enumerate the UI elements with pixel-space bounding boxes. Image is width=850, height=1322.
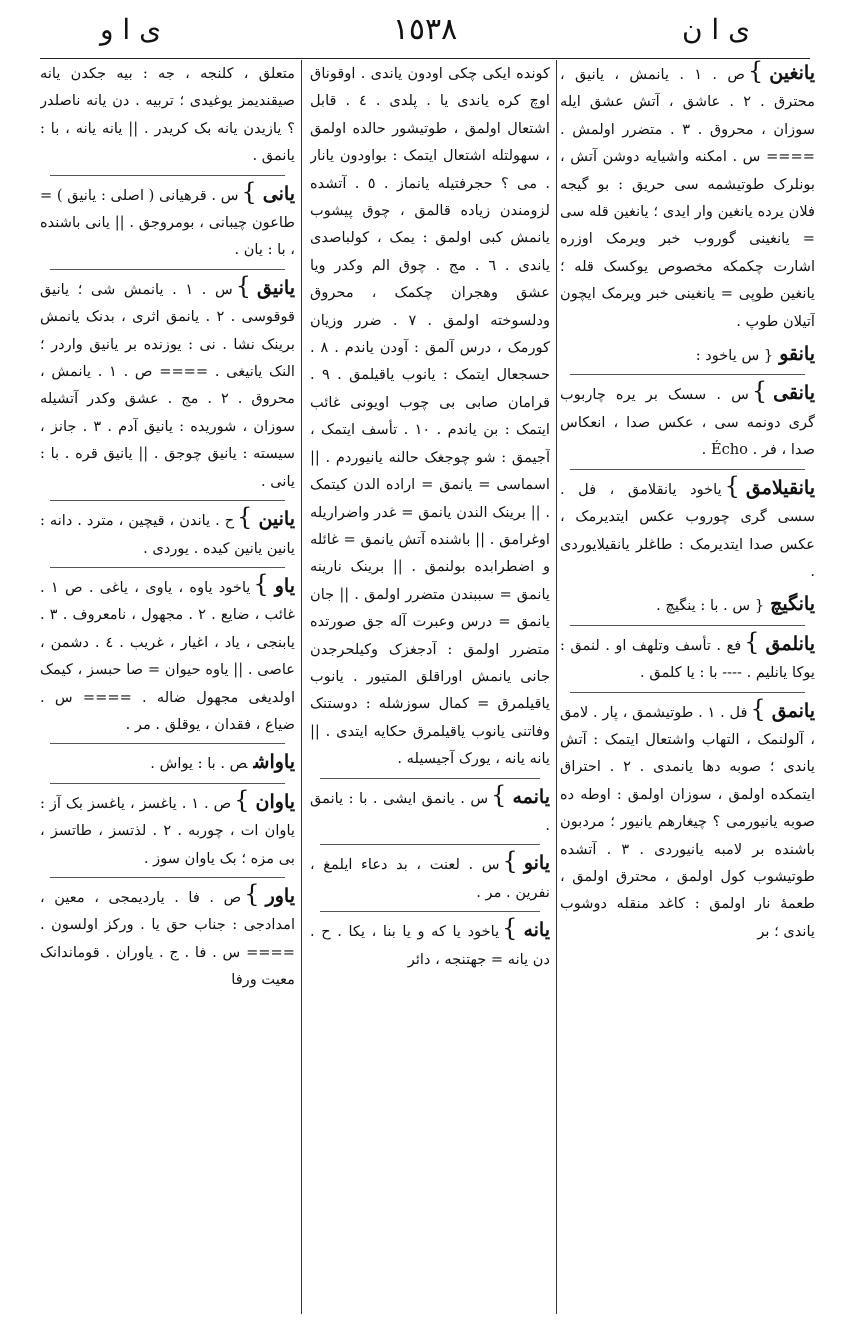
entry-separator bbox=[570, 469, 805, 470]
entry-separator bbox=[50, 175, 285, 176]
dictionary-entry bbox=[560, 341, 815, 369]
entry-definition: س . لعنت ، بد دعاء ایلمغ ، نفرین . مر . bbox=[310, 856, 550, 901]
entry-definition: { س . با : ینگیچ . bbox=[656, 597, 765, 615]
entry-separator bbox=[570, 692, 805, 693]
entry-headword: یانه bbox=[523, 919, 550, 942]
brace-icon: } bbox=[751, 377, 768, 406]
entry-headword: یاو bbox=[274, 574, 295, 597]
entry-definition: ص . ١ . یاغسز ، یاغسز بک آز : یاوان ات ، چوربه . ٢ . لذتسز ، طاتسز ، بی مزه ؛ بک یاوان سوز . bbox=[40, 794, 295, 867]
brace-icon: } bbox=[237, 503, 253, 532]
dictionary-entry bbox=[310, 847, 550, 906]
brace-icon: } bbox=[748, 60, 764, 85]
dictionary-entry bbox=[560, 377, 815, 463]
column-middle bbox=[310, 60, 550, 1314]
brace-icon: } bbox=[244, 879, 260, 908]
brace-icon: } bbox=[724, 471, 740, 500]
dictionary-entry bbox=[40, 569, 295, 738]
brace-icon: } bbox=[491, 780, 507, 809]
entry-definition: ص . ١ . یانمش ، یانیق ، محترق . ٢ . عاشق ، آتش عشق ایله سوزان ، محروق . ٣ . متضرر اولمش . ==== س . امکنه واشیایه دوشن آتش ، بونلرک طوتیشمه سی حریق : بو گیجه فلان یرده یانغین وار ایدی ؛ یانغین قله سی = یانغینی گوروب خبر ویرمک اوزره اشارت چکمکه مخصوص یوکسک قله ؛ یانغین طوپی = یانغینی خبر ویرمک ایچون آتیلان طوپ . bbox=[560, 66, 815, 330]
entry-headword: یانین bbox=[258, 508, 295, 531]
entry-separator bbox=[50, 743, 285, 744]
dictionary-entry bbox=[40, 177, 295, 264]
brace-icon: } bbox=[502, 847, 518, 876]
column-divider bbox=[301, 60, 302, 1314]
entry-headword: یانقو bbox=[779, 343, 815, 366]
entry-definition: س . یانمق ایشی . با : یانمق . bbox=[310, 789, 550, 834]
entry-separator bbox=[50, 783, 285, 784]
dictionary-entry bbox=[40, 271, 295, 495]
entry-separator bbox=[320, 844, 540, 845]
dictionary-entry bbox=[310, 60, 550, 773]
column-divider bbox=[556, 60, 557, 1314]
dictionary-entry bbox=[560, 471, 815, 586]
page-header bbox=[40, 8, 810, 54]
entry-definition: یاخود یاوه ، یاوی ، یاغی . ص ١ . غائب ، ضایع . ٢ . مجهول ، نامعروف . ٣ . یابنجی ، یاد ، اغیار ، غریب . ٤ . دشمن ، عاصی . || یاوه حیوان = صا حبسز ، کیمک اولدیغی مجهول ضاله . ==== س . ضیاع ، فقدان ، یوقلق . مر . bbox=[40, 578, 295, 733]
entry-separator bbox=[50, 877, 285, 878]
entry-definition: س . قرهیانی ( اصلی : یانیق ) = طاعون چیبانی ، بومروجق . || یانی باشنده ، با : یان . bbox=[40, 186, 295, 259]
dictionary-entry bbox=[40, 503, 295, 562]
dictionary-entry bbox=[310, 914, 550, 973]
brace-icon: } bbox=[241, 177, 257, 206]
entry-definition: س . ١ . یانمش شی ؛ یانیق قوقوسی . ٢ . یانمق اثری ، بدنک یانمش برینک نشا . نی : یوزنده بر یانیق واردر ؛ النک یانیغی . ==== ص . ١ . یانمش ، محروق . ٢ . مج . عشق وکدر آتشیله سوزان ، شوریده : یانیق آدم . ٣ . جانز ، سیسته : یانیق چوجق . || یانیق قره . با : یانی . bbox=[40, 280, 295, 490]
column-right bbox=[560, 60, 815, 1314]
entry-headword: یانو bbox=[523, 852, 550, 875]
dictionary-entry bbox=[560, 627, 815, 687]
entry-definition: کونده ایکی چکی اودون یاندی . اوقوناق اوچ کره یاندی یا . پلدی . ٤ . قابل اشتعال اولمق ، طوتیشور حالده اولمق ، سهولتله اشتعال ایتمک : بواودون یانار . می ؟ حجرفتیله یانماز . ٥ . آتشده لزومندن زیاده قالمق ، چوق پیشوب یانمش کبی اولمق : یمک ، کولباصدی یاندی . ٦ . مج . چوق الم وکدر ویا عشق وهجران چکمک ، محروق ودلسوخته اولمق . ٧ . ضرر وزیان کورمک ، درس آلمق : آودن یاندم . ٨ . حسجعال ایتمک : یانوب یاقیلمق . ٩ . قرامان صابی بی چوب اویونی غائب ایتمک : بن یاندم . ١٠ . تأسف ایتمک ، آجیمق : شو چوجغک حالنه یانیوردم . || اسماسی = یانمق = اراده الدن کیتمک . || برینک الندن یانمق = غدر واضراریله اوغرامق . || باشنده آتش یانمق = غائله و اضطرابده بولنمق . || برینک نارینه یانمق = سببندن متضرر اولمق . || جان یانمق = درس وعبرت آله جق صورتده متضرر اولمق : آدجغزک وکیلحرجدن جانی یانمش اوراقلق المتیور . یانوب یاقیلمرق = کمال سوزشله : دوستنک وفاتنی یانوب یاقیلمرق حکایه ایتدی . || یانه یانه ، یورک آجیسیله . bbox=[310, 65, 550, 768]
entry-headword: یاواش bbox=[253, 751, 295, 774]
entry-definition: فل . ١ . طوتیشمق ، پار . لامق ، آلولنمک ، التهاب واشتعال ایتمک : آتش یاندی ؛ صوبه دها یانمدی . ٢ . احتراق ایتمکده اولمق ، سوزان اولمق : اوطه ده صوبه یانیورمی ؟ چیغارهم یانیور ؛ مردبون باشنده بر لامبه یانیوردی . ٣ . آتشده طوتیشوب کول اولمق ، محترق اولمق ، طعمهٔ نار اولمق : کاغد منقله دوشوب یاندی ؛ بر bbox=[560, 703, 815, 940]
brace-icon: } bbox=[744, 627, 760, 656]
entry-headword: یانگیچ bbox=[770, 593, 815, 616]
entry-headword: یاوان bbox=[255, 790, 295, 813]
brace-icon: } bbox=[253, 569, 269, 598]
entry-definition: یاخود یانقلامق ، فل . سسی گری چوروب عکس ایتدیرمک ، عکس صدا ایتدیرمک : طاغلر یانقیلایوردی . bbox=[560, 480, 815, 580]
dictionary-entry bbox=[310, 780, 550, 840]
entry-separator bbox=[50, 500, 285, 501]
entry-headword: یانقی bbox=[773, 382, 815, 405]
dictionary-entry bbox=[40, 879, 295, 994]
entry-separator bbox=[570, 625, 805, 626]
entry-separator bbox=[320, 778, 540, 779]
entry-headword: یانغین bbox=[769, 62, 815, 84]
entry-separator bbox=[570, 374, 805, 375]
dictionary-entry bbox=[40, 785, 295, 872]
entry-definition: س . سسک بر یره چاربوب گری دونمه سی ، عکس صدا ، انعکاس صدا ، فر . Écho . bbox=[560, 386, 815, 459]
entry-definition: ح . یاندن ، قیچین ، مترد . دانه : یانین یانین کیده . یوردی . bbox=[40, 512, 295, 557]
brace-icon: } bbox=[234, 785, 250, 814]
dictionary-entry bbox=[40, 60, 295, 170]
header-rule bbox=[40, 58, 810, 59]
brace-icon: } bbox=[750, 694, 766, 723]
entry-separator bbox=[50, 269, 285, 270]
entry-headword: یانمق bbox=[771, 699, 815, 722]
dictionary-entry bbox=[560, 694, 815, 946]
entry-headword: یانمه bbox=[512, 785, 550, 808]
entry-definition: متعلق ، کلنجه ، جه : بیه جکدن یانه صیقندیمز یوغیدی ؛ تربیه . دن یانه ناصلدر ؟ یازیدن یانه بک کریدر . || یانه یانه ، با : یانمق . bbox=[40, 65, 295, 165]
entry-separator bbox=[50, 567, 285, 568]
entry-definition: { س یاخود : bbox=[695, 347, 774, 365]
entry-headword: یانیق bbox=[257, 276, 295, 299]
entry-definition: ص . فا . یاردیمجی ، معین ، امدادجی : جناب حق یا . ورکز اولسون . ==== س . فا . ج . یاوران . قوماندانک معیت ورفا bbox=[40, 888, 295, 989]
entry-headword: یانلمق bbox=[765, 632, 815, 655]
entry-definition: ص . با : یواش . bbox=[150, 755, 248, 773]
entry-separator bbox=[320, 911, 540, 912]
dictionary-entry bbox=[560, 591, 815, 619]
entry-definition: فع . تأسف وتلهف او . لنمق : یوکا یانلیم . ---- با : یا کلمق . bbox=[560, 636, 815, 682]
brace-icon: } bbox=[502, 914, 518, 943]
dictionary-entry bbox=[40, 749, 295, 777]
entry-headword: یاور bbox=[265, 884, 295, 907]
header-right-letters: ی ا ن bbox=[681, 13, 750, 46]
brace-icon: } bbox=[235, 271, 252, 300]
column-left bbox=[40, 60, 295, 1314]
entry-headword: یانقیلامق bbox=[745, 476, 815, 499]
page-number: ١٥٣٨ bbox=[392, 12, 458, 47]
entry-headword: یانی bbox=[262, 182, 295, 205]
entry-definition: یاخود یا که و یا بنا ، یکا . ح . دن یانه = جهتنجه ، دائر bbox=[310, 923, 550, 968]
dictionary-entry bbox=[560, 60, 815, 335]
header-left-letters: ی ا و bbox=[100, 13, 162, 46]
